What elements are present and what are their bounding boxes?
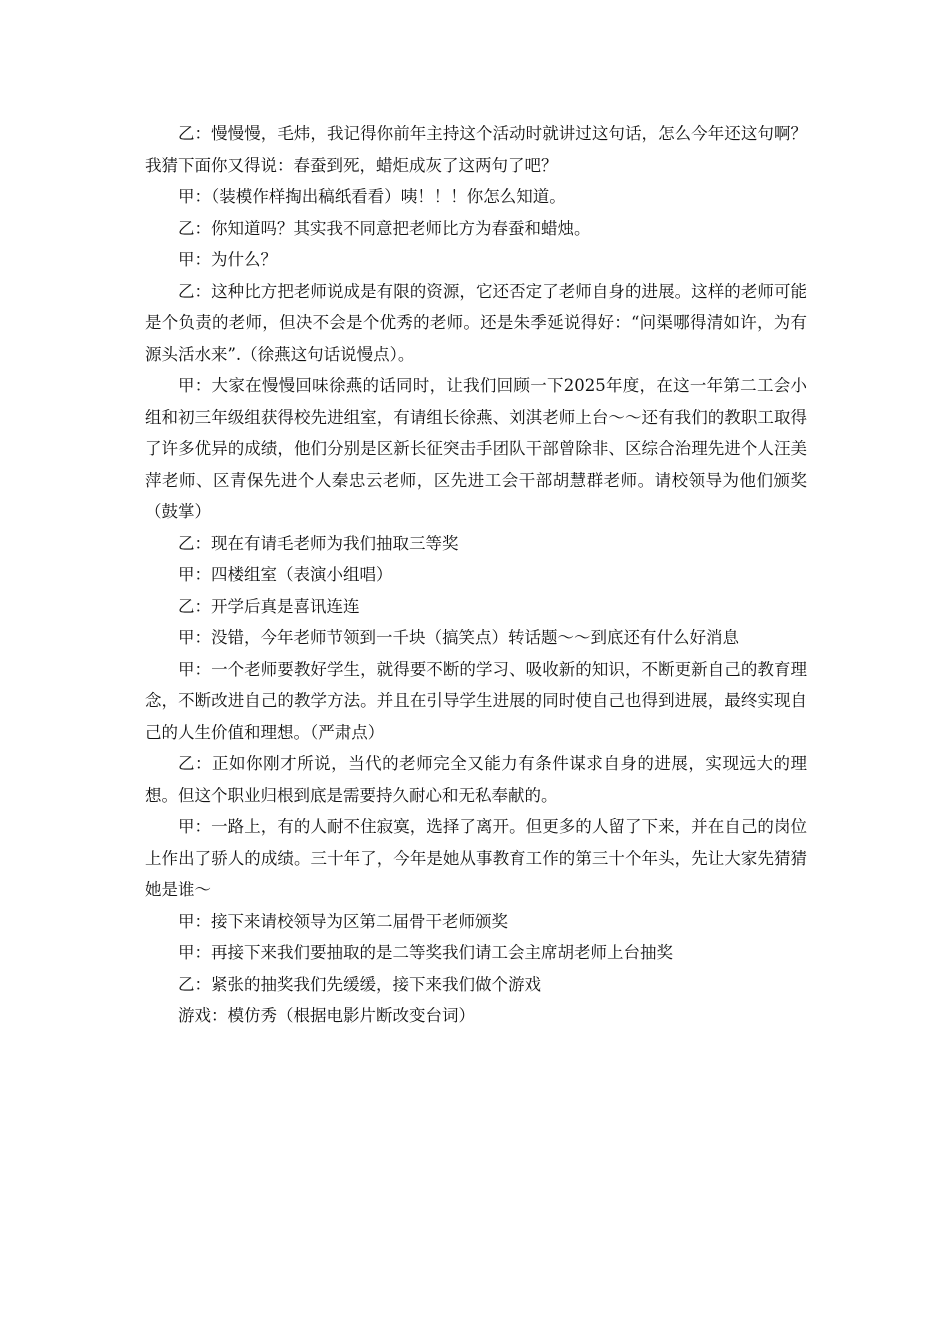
paragraph-9: 乙：开学后真是喜讯连连 — [178, 596, 360, 616]
paragraph-15: 甲：再接下来我们要抽取的是二等奖我们请工会主席胡老师上台抽奖 — [178, 943, 673, 962]
paragraph-3: 乙：你知道吗？其实我不同意把老师比方为春蚕和蜡烛。 — [178, 218, 591, 238]
paragraph-8: 甲：四楼组室（表演小组唱） — [178, 565, 393, 584]
paragraph-5: 乙：这种比方把老师说成是有限的资源，它还否定了老师自身的进展。这样的老师可能是个负责的老师，但决不会是个优秀的老师。还是朱季延说得好：“问渠哪得清如许，为有源头活水来”.（徐燕这句话说慢点）。 — [145, 281, 807, 364]
paragraph-4: 甲：为什么？ — [178, 250, 277, 269]
paragraph-10: 甲：没错，今年老师节领到一千块（搞笑点）转话题～～到底还有什么好消息 — [178, 628, 739, 647]
paragraph-13: 甲：一路上，有的人耐不住寂寞，选择了离开。但更多的人留了下来，并在自己的岗位上作出了骄人的成绩。三十年了，今年是她从事教育工作的第三十个年头，先让大家先猜猜她是谁～ — [145, 817, 807, 899]
paragraph-12: 乙：正如你刚才所说，当代的老师完全又能力有条件谋求自身的进展，实现远大的理想。但这个职业归根到底是需要持久耐心和无私奉献的。 — [145, 754, 807, 805]
paragraph-2: 甲：（装模作样掏出稿纸看看）咦！！！你怎么知道。 — [178, 187, 566, 206]
paragraph-6: 甲：大家在慢慢回味徐燕的话同时，让我们回顾一下2025年度，在这一年第二工会小组和初三年级组获得校先进组室，有请组长徐燕、刘淇老师上台～～还有我们的教职工取得了许多优异的成绩，他们分别是区新长征突击手团队干部曾除非、区综合治理先进个人汪美萍老师、区青保先进个人秦忠云老师，区先进工会干部胡慧群老师。请校领导为他们颁奖（鼓掌） — [145, 376, 807, 521]
paragraph-7: 乙：现在有请毛老师为我们抽取三等奖 — [178, 533, 459, 553]
paragraph-14: 甲：接下来请校领导为区第二届骨干老师颁奖 — [178, 911, 508, 931]
paragraph-1: 乙：慢慢慢，毛炜，我记得你前年主持这个活动时就讲过这句话，怎么今年还这句啊？我猜下面你又得说：春蚕到死，蜡炬成灰了这两句了吧？ — [145, 124, 807, 175]
paragraph-11: 甲：一个老师要教好学生，就得要不断的学习、吸收新的知识，不断更新自己的教育理念，不断改进自己的教学方法。并且在引导学生进展的同时使自己也得到进展，最终实现自己的人生价值和理想。（严肃点） — [145, 659, 807, 742]
paragraph-17: 游戏：模仿秀（根据电影片断改变台词） — [178, 1006, 475, 1025]
paragraph-16: 乙：紧张的抽奖我们先缓缓，接下来我们做个游戏 — [178, 974, 541, 994]
document-page — [145, 118, 807, 1032]
